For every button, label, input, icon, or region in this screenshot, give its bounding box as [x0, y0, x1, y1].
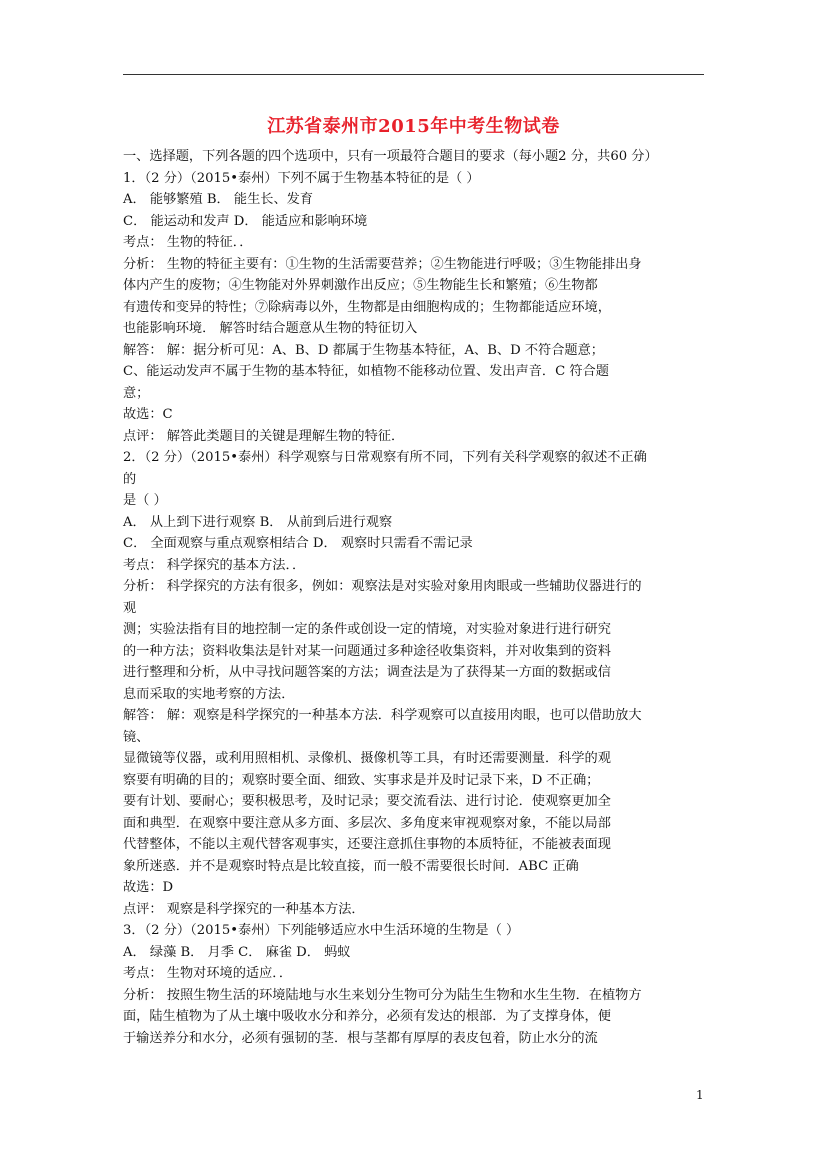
- text-line: 点评： 解答此类题目的关键是理解生物的特征．: [123, 428, 405, 444]
- text-line: 面，陆生植物为了从土壤中吸收水分和养分，必须有发达的根部．为了支撑身体，便: [123, 1009, 611, 1024]
- text-line: 镜、: [123, 729, 150, 745]
- text-line: 1．（2 分）（2015•泰州）下列不属于生物基本特征的是（ ）: [123, 170, 480, 186]
- text-line: 考点： 生物对环境的适应．．: [123, 966, 293, 981]
- text-line: 意；: [123, 385, 150, 401]
- text-line: 有遗传和变异的特性；⑦除病毒以外，生物都是由细胞构成的；生物都能适应环境，: [123, 299, 611, 315]
- text-line: C． 全面观察与重点观察相结合 D． 观察时只需看不需记录: [123, 536, 473, 551]
- text-line: 故选：D: [123, 880, 174, 895]
- text-line: 分析： 科学探究的方法有很多，例如：观察法是对实验对象用肉眼或一些辅助仪器进行的: [123, 579, 642, 594]
- text-line: 面和典型．在观察中要注意从多方面、多层次、多角度来审视观察对象，不能以局部: [123, 815, 611, 831]
- text-line: A． 从上到下进行观察 B． 从前到后进行观察: [123, 514, 393, 530]
- text-line: 显微镜等仪器，或利用照相机、录像机、摄像机等工具，有时还需要测量．科学的观: [123, 751, 611, 766]
- header-rule: [123, 74, 704, 75]
- text-line: 息而采取的实地考察的方法．: [123, 686, 295, 702]
- text-line: 解答： 解：观察是科学探究的一种基本方法．科学观察可以直接用肉眼，也可以借助放大: [123, 708, 642, 723]
- text-line: 故选：C: [123, 407, 173, 422]
- text-line: 要有计划、要耐心；要积极思考，及时记录；要交流看法、进行讨论．使观察更加全: [123, 794, 611, 809]
- text-line: 象所迷惑．并不是观察时特点是比较直接，而一般不需要很长时间．ABC 正确: [123, 858, 579, 874]
- text-line: 2．（2 分）（2015•泰州）科学观察与日常观察有所不同，下列有关科学观察的叙述不正确: [123, 450, 647, 465]
- text-line: A． 能够繁殖 B． 能生长、发育: [123, 192, 314, 207]
- text-line: A． 绿藻 B． 月季 C． 麻雀 D． 蚂蚁: [123, 944, 351, 960]
- text-line: 一、选择题，下列各题的四个选项中，只有一项最符合题目的要求（每小题2 分，共60 分）: [123, 149, 658, 164]
- text-line: 进行整理和分析，从中寻找问题答案的方法；调查法是为了获得某一方面的数据或信: [123, 665, 611, 680]
- text-line: 观: [123, 600, 137, 616]
- text-line: 的: [123, 471, 137, 487]
- text-line: C． 能运动和发声 D． 能适应和影响环境: [123, 213, 368, 229]
- text-line: 的一种方法；资料收集法是针对某一问题通过多种途径收集资料，并对收集到的资料: [123, 643, 611, 659]
- text-line: C、能运动发声不属于生物的基本特征，如植物不能移动位置、发出声音．C 符合题: [123, 364, 609, 379]
- text-line: 3．（2 分）（2015•泰州）下列能够适应水中生活环境的生物是（ ）: [123, 923, 520, 938]
- text-line: 于输送养分和水分，必须有强韧的茎．根与茎都有厚厚的表皮包着，防止水分的流: [123, 1030, 598, 1046]
- document-title: 江苏省泰州市2015年中考生物试卷: [267, 116, 560, 137]
- text-line: 也能影响环境． 解答时结合题意从生物的特征切入: [123, 321, 418, 336]
- text-line: 察要有明确的目的；观察时要全面、细致、实事求是并及时记录下来，D 不正确；: [123, 772, 600, 788]
- page-number: 1: [696, 1088, 704, 1102]
- text-line: 解答： 解：据分析可见：A、B、D 都属于生物基本特征，A、B、D 不符合题意；: [123, 342, 604, 358]
- text-line: 点评： 观察是科学探究的一种基本方法．: [123, 901, 365, 917]
- text-line: 考点： 科学探究的基本方法．．: [123, 557, 306, 573]
- text-line: 考点： 生物的特征．．: [123, 235, 253, 250]
- text-line: 体内产生的废物；④生物能对外界刺激作出反应；⑤生物能生长和繁殖；⑥生物都: [123, 278, 598, 293]
- document-body: [123, 146, 723, 1049]
- text-line: 是（ ）: [123, 493, 167, 508]
- text-line: 测；实验法指有目的地控制一定的条件或创设一定的情境，对实验对象进行进行研究: [123, 622, 611, 637]
- text-line: 代替整体，不能以主观代替客观事实，还要注意抓住事物的本质特征，不能被表面现: [123, 837, 611, 852]
- text-line: 分析： 按照生物生活的环境陆地与水生来划分生物可分为陆生生物和水生生物．在植物方: [123, 987, 642, 1003]
- text-line: 分析： 生物的特征主要有：①生物的生活需要营养；②生物能进行呼吸；③生物能排出身: [123, 256, 642, 272]
